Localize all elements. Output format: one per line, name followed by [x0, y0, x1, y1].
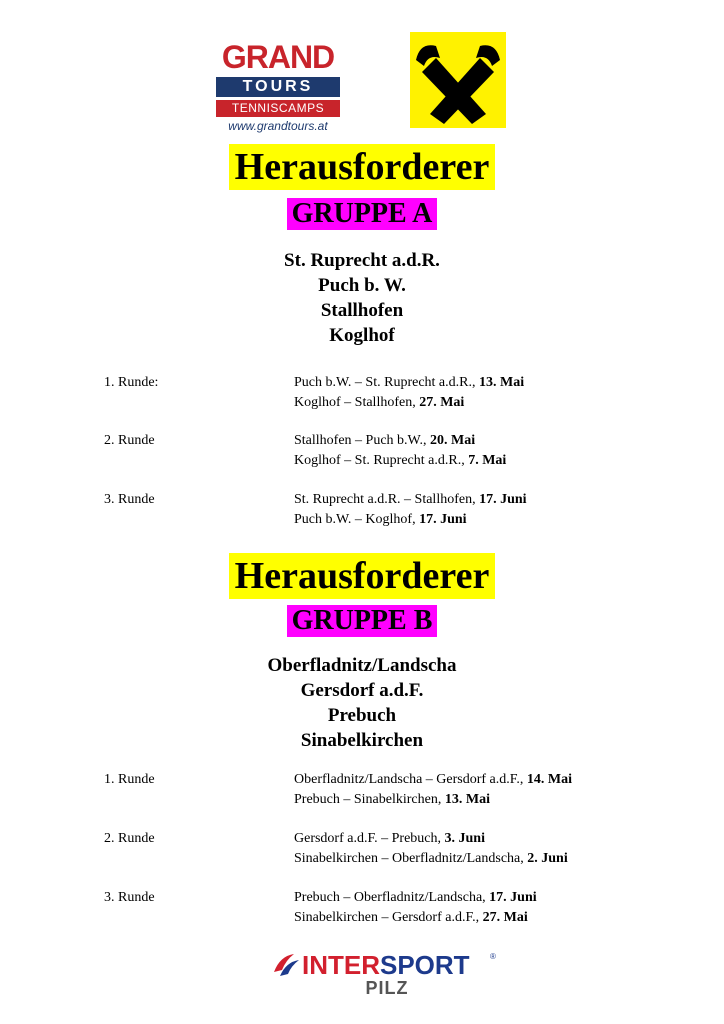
match-date: 27. Mai — [482, 910, 528, 925]
group-b-teams — [0, 653, 724, 753]
match-line — [294, 908, 528, 928]
match-line — [294, 849, 568, 869]
group-b-label: GRUPPE B — [287, 605, 438, 637]
team-name: Gersdorf a.d.F. — [300, 680, 424, 701]
match-text: Puch b.W. – Koglhof, — [294, 512, 420, 527]
round-label: 2. Runde — [104, 831, 155, 846]
match-text: Koglhof – St. Ruprecht a.d.R., — [294, 453, 469, 468]
match-date: 7. Mai — [468, 453, 507, 468]
match-date: 17. Juni — [479, 492, 527, 507]
group-a-heading: Herausforderer — [229, 144, 496, 190]
match-text: St. Ruprecht a.d.R. – Stallhofen, — [294, 492, 480, 507]
match-line — [294, 451, 506, 471]
match-text: Stallhofen – Puch b.W., — [294, 433, 430, 448]
match-text: Gersdorf a.d.F. – Prebuch, — [294, 831, 445, 846]
team-name: St. Ruprecht a.d.R. — [284, 250, 440, 271]
intersport-logo-sport: SPORT — [380, 950, 470, 980]
match-text: Oberfladnitz/Landscha – Gersdorf a.d.F., — [294, 772, 527, 787]
match-date: 17. Juni — [489, 890, 537, 905]
intersport-registered-mark: ® — [490, 952, 496, 961]
match-line — [294, 829, 485, 849]
match-line — [294, 490, 527, 510]
match-text: Prebuch – Sinabelkirchen, — [294, 792, 445, 807]
intersport-logo-pilz: PILZ — [365, 978, 409, 998]
group-b-heading: Herausforderer — [229, 553, 496, 599]
round-label: 2. Runde — [104, 433, 155, 448]
group-a-heading-wrap — [0, 144, 724, 190]
group-b-label-wrap — [0, 605, 724, 637]
match-date: 2. Juni — [527, 851, 568, 866]
round-label: 1. Runde: — [104, 375, 159, 390]
grandtours-logo-tours: TOURS — [216, 77, 340, 97]
raiffeisen-gable-cross-icon — [410, 32, 506, 128]
group-b-heading-wrap — [0, 553, 724, 599]
intersport-logo-inter: INTER — [302, 950, 380, 980]
match-text: Prebuch – Oberfladnitz/Landscha, — [294, 890, 490, 905]
team-name: Puch b. W. — [318, 275, 406, 296]
match-text: Koglhof – Stallhofen, — [294, 395, 420, 410]
match-line — [294, 888, 537, 908]
match-line — [294, 790, 490, 810]
team-name: Prebuch — [327, 705, 397, 726]
grandtours-logo-word: GRAND — [221, 39, 335, 75]
match-line — [294, 373, 524, 393]
match-line — [294, 770, 572, 790]
match-date: 27. Mai — [419, 395, 465, 410]
round-label: 3. Runde — [104, 492, 155, 507]
match-line — [294, 510, 467, 530]
match-line — [294, 393, 464, 413]
grandtours-logo-tenniscamps: TENNISCAMPS — [216, 100, 340, 117]
team-name: Koglhof — [329, 325, 395, 346]
intersport-swoosh-icon — [272, 952, 300, 978]
grandtours-logo — [216, 40, 340, 136]
group-a-teams — [0, 248, 724, 348]
match-line — [294, 431, 475, 451]
round-label: 3. Runde — [104, 890, 155, 905]
match-date: 3. Juni — [444, 831, 485, 846]
intersport-logo-word — [302, 950, 470, 980]
group-a-label-wrap — [0, 198, 724, 230]
intersport-logo — [272, 950, 502, 1002]
match-date: 14. Mai — [526, 772, 573, 787]
match-text: Sinabelkirchen – Oberfladnitz/Landscha, — [294, 851, 528, 866]
match-text: Sinabelkirchen – Gersdorf a.d.F., — [294, 910, 483, 925]
match-date: 17. Juni — [419, 512, 467, 527]
round-label: 1. Runde — [104, 772, 155, 787]
raiffeisen-logo — [410, 32, 506, 128]
group-a-label: GRUPPE A — [287, 198, 438, 230]
match-date: 20. Mai — [429, 433, 476, 448]
team-name: Sinabelkirchen — [300, 730, 424, 751]
match-date: 13. Mai — [444, 792, 490, 807]
grandtours-logo-url: www.grandtours.at — [228, 119, 328, 133]
match-text: Puch b.W. – St. Ruprecht a.d.R., — [294, 375, 479, 390]
team-name: Stallhofen — [320, 300, 404, 321]
match-date: 13. Mai — [478, 375, 525, 390]
team-name: Oberfladnitz/Landscha — [267, 655, 457, 676]
